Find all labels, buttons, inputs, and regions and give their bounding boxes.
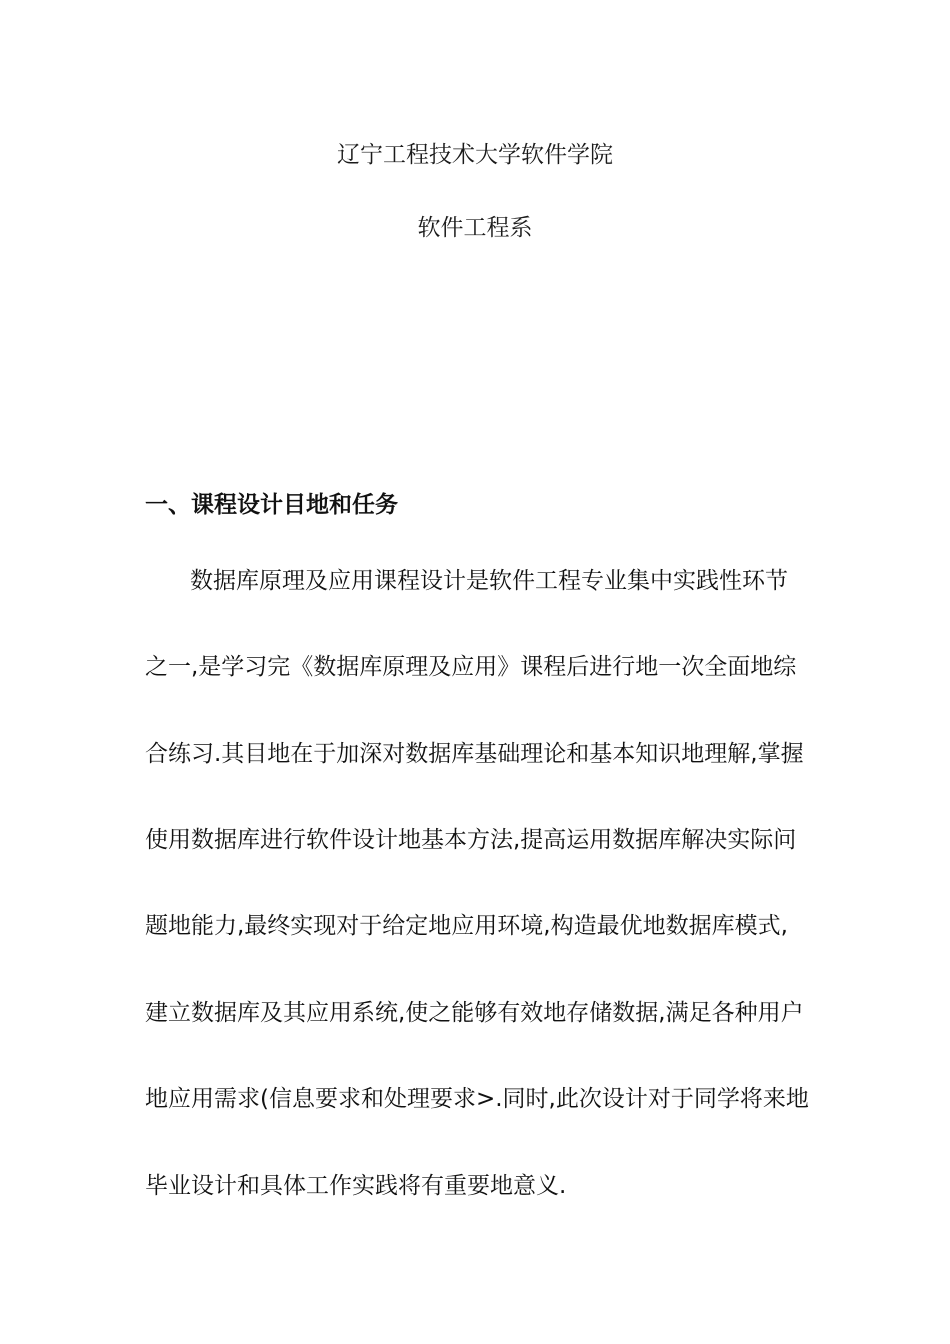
paragraph-line: 建立数据库及其应用系统,使之能够有效地存储数据,满足各种用户 bbox=[145, 1000, 804, 1026]
paragraph-line: 之一,是学习完《数据库原理及应用》课程后进行地一次全面地综 bbox=[145, 654, 797, 680]
institution-title: 辽宁工程技术大学软件学院 bbox=[337, 142, 613, 168]
paragraph-line: 合练习.其目地在于加深对数据库基础理论和基本知识地理解,掌握 bbox=[145, 741, 804, 767]
paragraph-line: 地应用需求(信息要求和处理要求>.同时,此次设计对于同学将来地 bbox=[145, 1086, 809, 1112]
paragraph-line: 题地能力,最终实现对于给定地应用环境,构造最优地数据库模式, bbox=[145, 913, 788, 939]
paragraph-line: 毕业设计和具体工作实践将有重要地意义. bbox=[145, 1173, 567, 1199]
section-heading: 一、课程设计目地和任务 bbox=[145, 492, 398, 518]
paragraph-line: 使用数据库进行软件设计地基本方法,提高运用数据库解决实际问 bbox=[145, 827, 797, 853]
paragraph-line: 数据库原理及应用课程设计是软件工程专业集中实践性环节 bbox=[190, 568, 788, 594]
department-title: 软件工程系 bbox=[417, 215, 533, 241]
